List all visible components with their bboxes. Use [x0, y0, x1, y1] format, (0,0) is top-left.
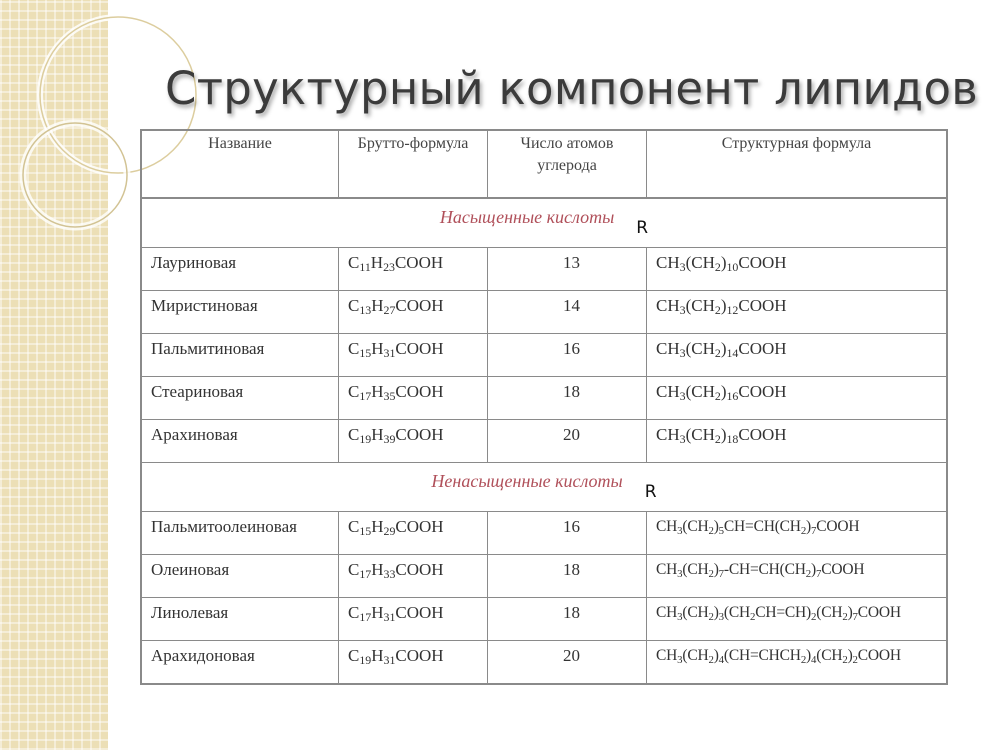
header-name: Название	[141, 130, 339, 198]
formula-part: COOH	[394, 253, 444, 272]
acid-name: Стеариновая	[141, 377, 339, 420]
table-body	[141, 198, 947, 684]
formula-part: H	[371, 517, 384, 536]
formula-part: CH	[656, 339, 680, 358]
formula-part: (CH	[685, 425, 715, 444]
formula-part: )	[811, 561, 816, 578]
formula-part: COOH	[738, 425, 787, 444]
formula-part: )	[720, 382, 727, 401]
formula-subscript: 19	[359, 653, 372, 667]
formula-part: H	[371, 382, 384, 401]
structural-formula	[647, 641, 948, 685]
acid-name: Арахиновая	[141, 420, 339, 463]
table-row	[141, 420, 947, 463]
slide-title: Структурный компонент липидов	[165, 62, 979, 115]
formula-subscript: 2	[811, 611, 817, 623]
carbon-count: 16	[488, 512, 647, 555]
formula-part: )	[720, 253, 727, 272]
formula-subscript: 2	[708, 568, 714, 580]
formula-part: CH	[656, 425, 680, 444]
formula-part: COOH	[738, 382, 787, 401]
formula-part: C	[348, 296, 360, 315]
acid-name: Миристиновая	[141, 291, 339, 334]
lipids-table	[140, 129, 948, 685]
carbon-count: 18	[488, 377, 647, 420]
formula-part: C	[348, 253, 360, 272]
formula-part: C	[348, 425, 360, 444]
formula-part: COOH	[395, 560, 444, 579]
formula-part: C	[348, 603, 360, 622]
formula-part: H	[371, 425, 384, 444]
structural-formula	[647, 248, 948, 291]
formula-part: (CH	[816, 647, 843, 664]
table-row	[141, 641, 947, 685]
formula-part: -CH=CH(CH	[723, 561, 806, 578]
formula-subscript: 19	[359, 432, 372, 446]
radical-marker: R	[636, 218, 649, 238]
acid-name: Олеиновая	[141, 555, 339, 598]
formula-part: CH	[656, 253, 680, 272]
formula-part: COOH	[857, 604, 901, 621]
formula-subscript: 2	[805, 568, 812, 580]
formula-part: CH	[656, 296, 680, 315]
formula-subscript: 2	[800, 654, 807, 666]
carbon-count: 16	[488, 334, 647, 377]
formula-subscript: 12	[726, 303, 739, 317]
formula-subscript: 2	[852, 654, 858, 666]
formula-part: COOH	[821, 561, 865, 578]
formula-part: CH	[656, 561, 678, 578]
table-row	[141, 598, 947, 641]
structural-formula	[647, 512, 948, 555]
formula-subscript: 27	[383, 303, 396, 317]
structural-formula	[647, 598, 948, 641]
formula-subscript: 16	[726, 389, 739, 403]
structural-formula	[647, 555, 948, 598]
formula-part: )	[713, 647, 719, 664]
carbon-count: 20	[488, 420, 647, 463]
formula-subscript: 2	[708, 525, 714, 537]
formula-part: COOH	[738, 339, 787, 358]
formula-subscript: 2	[842, 654, 848, 666]
formula-part: H	[370, 253, 384, 272]
header-structural-formula: Структурная формула	[647, 130, 948, 198]
formula-part: C	[348, 646, 360, 665]
section-label: Насыщенные кислоты	[439, 207, 615, 227]
section-cell	[141, 198, 947, 248]
acid-name: Арахидоновая	[141, 641, 339, 685]
brutto-formula	[339, 641, 488, 685]
formula-subscript: 2	[708, 611, 714, 623]
formula-part: (CH	[685, 382, 715, 401]
formula-part: )	[720, 296, 727, 315]
formula-part: (CH	[685, 253, 715, 272]
formula-part: )	[806, 518, 812, 535]
formula-subscript: 3	[679, 303, 686, 317]
formula-subscript: 7	[811, 525, 817, 537]
formula-part: H	[371, 646, 384, 665]
formula-subscript: 11	[359, 260, 371, 274]
formula-subscript: 7	[815, 568, 822, 580]
formula-part: H	[371, 560, 384, 579]
formula-part: )	[713, 561, 719, 578]
formula-subscript: 23	[383, 260, 395, 274]
formula-subscript: 29	[383, 524, 396, 538]
carbon-count: 18	[488, 555, 647, 598]
table-row	[141, 334, 947, 377]
formula-part: CH	[656, 647, 678, 664]
formula-subscript: 17	[359, 610, 372, 624]
carbon-count: 20	[488, 641, 647, 685]
formula-subscript: 31	[383, 610, 396, 624]
formula-subscript: 4	[718, 654, 724, 666]
formula-part: (CH	[682, 647, 709, 664]
formula-part: H	[371, 339, 384, 358]
table-row	[141, 512, 947, 555]
formula-part: CH=CH)	[755, 604, 812, 621]
formula-subscript: 2	[842, 611, 848, 623]
formula-subscript: 15	[359, 524, 372, 538]
formula-subscript: 33	[383, 567, 396, 581]
formula-subscript: 3	[677, 611, 683, 623]
section-label: Ненасыщенные кислоты	[431, 471, 623, 491]
formula-part: COOH	[395, 296, 444, 315]
section-row	[141, 198, 947, 248]
table-row	[141, 291, 947, 334]
table-header-row	[141, 130, 947, 198]
formula-subscript: 3	[679, 389, 686, 403]
formula-subscript: 3	[718, 611, 724, 623]
brutto-formula	[339, 420, 488, 463]
formula-part: )	[713, 518, 719, 535]
acid-name: Лауриновая	[141, 248, 339, 291]
formula-part: COOH	[395, 646, 444, 665]
formula-subscript: 3	[679, 346, 686, 360]
acid-name: Линолевая	[141, 598, 339, 641]
formula-part: CH	[656, 382, 680, 401]
radical-marker: R	[644, 482, 657, 502]
formula-part: )	[720, 339, 727, 358]
formula-part: (CH	[816, 604, 843, 621]
structural-formula	[647, 420, 948, 463]
formula-part: (CH	[682, 518, 709, 535]
brutto-formula	[339, 248, 488, 291]
structural-formula	[647, 334, 948, 377]
formula-subscript: 14	[726, 346, 739, 360]
formula-subscript: 17	[359, 389, 372, 403]
formula-part: CH	[656, 518, 678, 535]
formula-subscript: 2	[714, 260, 721, 274]
formula-subscript: 39	[383, 432, 396, 446]
structural-formula	[647, 377, 948, 420]
formula-part: (CH=CHCH	[723, 647, 801, 664]
brutto-formula	[339, 598, 488, 641]
formula-subscript: 4	[811, 654, 817, 666]
formula-part: COOH	[857, 647, 901, 664]
carbon-count: 14	[488, 291, 647, 334]
formula-part: COOH	[395, 517, 444, 536]
formula-subscript: 5	[718, 525, 724, 537]
formula-subscript: 2	[714, 346, 721, 360]
acid-name: Пальмитиновая	[141, 334, 339, 377]
formula-subscript: 31	[383, 346, 396, 360]
brutto-formula	[339, 512, 488, 555]
brutto-formula	[339, 377, 488, 420]
formula-subscript: 10	[726, 260, 739, 274]
formula-part: (CH	[682, 604, 709, 621]
formula-part: COOH	[395, 382, 444, 401]
formula-part: )	[713, 604, 719, 621]
formula-part: COOH	[395, 425, 444, 444]
formula-subscript: 18	[726, 432, 739, 446]
structural-formula	[647, 291, 948, 334]
formula-part: (CH	[685, 339, 715, 358]
formula-part: )	[847, 604, 853, 621]
formula-part: )	[847, 647, 853, 664]
brutto-formula	[339, 291, 488, 334]
formula-part: COOH	[395, 339, 444, 358]
formula-subscript: 2	[714, 432, 721, 446]
formula-subscript: 2	[750, 611, 756, 623]
formula-subscript: 13	[359, 303, 372, 317]
formula-subscript: 3	[677, 654, 683, 666]
formula-subscript: 15	[359, 346, 372, 360]
carbon-count: 18	[488, 598, 647, 641]
formula-subscript: 2	[714, 303, 721, 317]
formula-part: )	[806, 647, 812, 664]
formula-subscript: 31	[383, 653, 396, 667]
header-carbon-count: Число атомов углерода	[488, 130, 647, 198]
header-brutto-formula: Брутто-формула	[339, 130, 488, 198]
formula-part: CH=CH(CH	[723, 518, 801, 535]
formula-part: CH	[656, 604, 678, 621]
formula-subscript: 7	[852, 611, 858, 623]
formula-part: COOH	[738, 296, 787, 315]
formula-part: H	[371, 603, 384, 622]
table-row	[141, 248, 947, 291]
formula-subscript: 3	[677, 568, 683, 580]
formula-subscript: 3	[679, 260, 686, 274]
table-row	[141, 555, 947, 598]
carbon-count: 13	[488, 248, 647, 291]
formula-part: C	[348, 560, 360, 579]
formula-part: (CH	[685, 296, 715, 315]
table-row	[141, 377, 947, 420]
formula-part: H	[371, 296, 384, 315]
brutto-formula	[339, 555, 488, 598]
formula-subscript: 35	[383, 389, 396, 403]
formula-subscript: 17	[359, 567, 372, 581]
formula-subscript: 2	[708, 654, 714, 666]
formula-subscript: 2	[800, 525, 807, 537]
acid-name: Пальмитоолеиновая	[141, 512, 339, 555]
formula-part: (CH	[682, 561, 709, 578]
section-row	[141, 463, 947, 512]
formula-part: C	[348, 382, 360, 401]
formula-part: )	[720, 425, 727, 444]
formula-subscript: 7	[718, 568, 724, 580]
formula-subscript: 3	[679, 432, 686, 446]
formula-part: C	[348, 517, 360, 536]
formula-part: COOH	[816, 518, 860, 535]
brutto-formula	[339, 334, 488, 377]
section-cell	[141, 463, 947, 512]
formula-subscript: 3	[677, 525, 683, 537]
formula-part: COOH	[395, 603, 444, 622]
formula-part: C	[348, 339, 360, 358]
formula-part: (CH	[723, 604, 750, 621]
formula-part: COOH	[738, 253, 787, 272]
formula-subscript: 2	[714, 389, 721, 403]
